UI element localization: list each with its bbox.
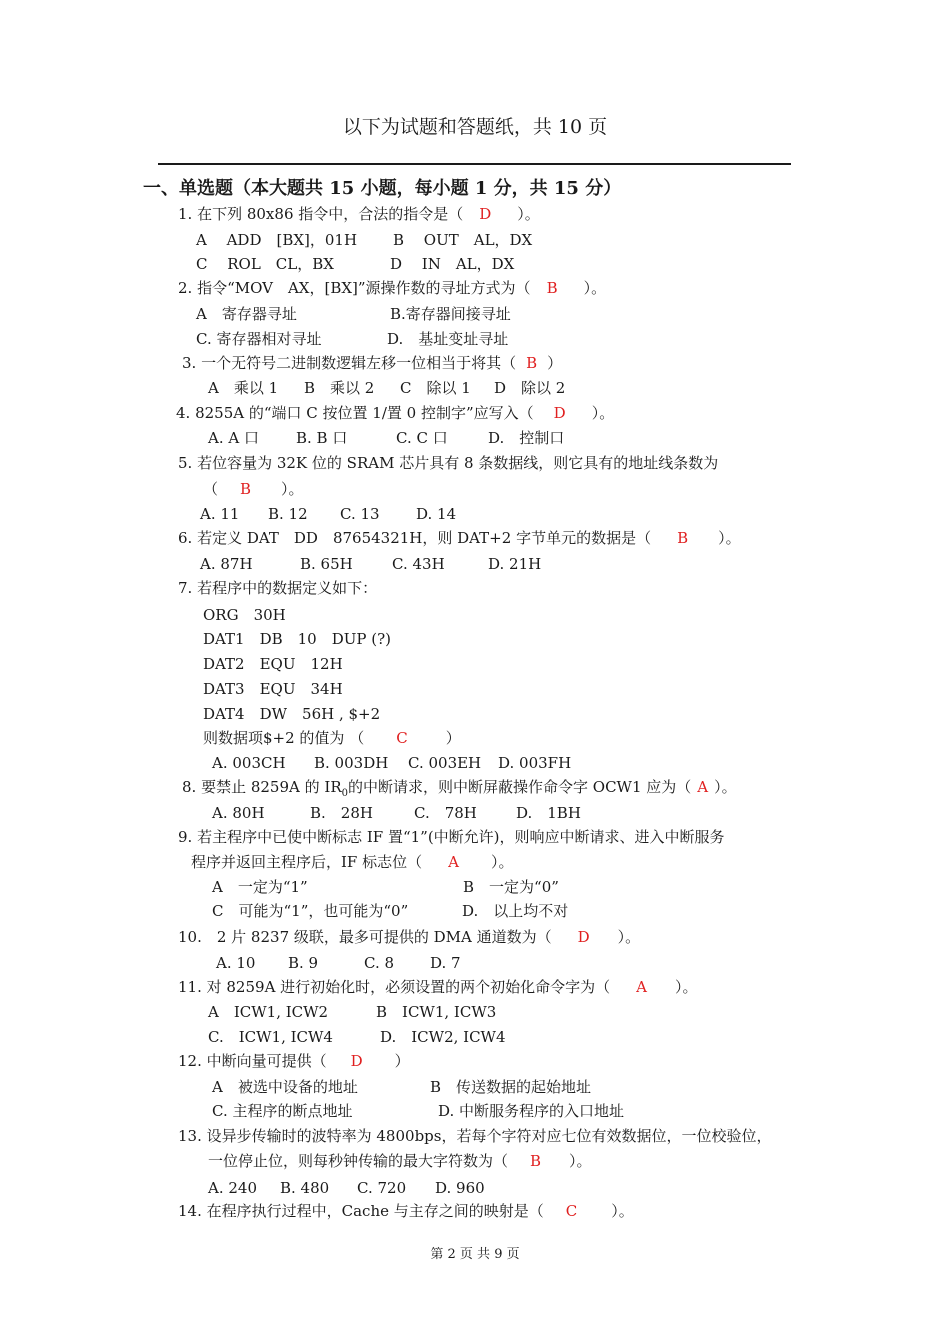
q7-option-a: A. 003CH	[212, 754, 286, 772]
q13-option-c: C. 720	[357, 1179, 407, 1197]
answer-2: B	[546, 279, 558, 297]
question-1-stem: 1. 在下列 80x86 指令中，合法的指令是（ D ）。	[178, 205, 540, 223]
code-line: ORG 30H	[203, 606, 286, 624]
q6-option-b: B. 65H	[300, 555, 353, 573]
question-14-stem: 14. 在程序执行过程中，Cache 与主存之间的映射是（ C ）。	[178, 1202, 634, 1220]
q8-option-d: D. 1BH	[516, 804, 581, 822]
q3-option-b: B 乘以 2	[304, 379, 375, 397]
question-4-stem: 4. 8255A 的“端口 C 按位置 1/置 0 控制字”应写入（ D ）。	[176, 404, 615, 422]
code-line: DAT2 EQU 12H	[203, 655, 343, 673]
q7-option-d: D. 003FH	[498, 754, 572, 772]
q10-option-d: D. 7	[430, 954, 461, 972]
q12-option-c: C. 主程序的断点地址	[212, 1102, 353, 1120]
q4-option-b: B. B 口	[296, 429, 348, 447]
q11-option-c: C. ICW1, ICW4	[208, 1028, 333, 1046]
q5-option-a: A. 11	[200, 505, 240, 523]
answer-10: D	[577, 928, 590, 946]
question-7-stem: 7. 若程序中的数据定义如下：	[178, 579, 378, 597]
q1-option-c: C ROL CL，BX	[196, 255, 334, 273]
q10-option-c: C. 8	[364, 954, 395, 972]
q4-option-d: D. 控制口	[488, 429, 565, 447]
q13-option-d: D. 960	[435, 1179, 485, 1197]
q2-option-b: B.寄存器间接寻址	[390, 305, 511, 323]
q3-option-c: C 除以 1	[400, 379, 471, 397]
question-13-stem-line2: 一位停止位，则每秒钟传输的最大字符数为（ B ）。	[208, 1152, 592, 1170]
page-footer: 第 2 页 共 9 页	[430, 1247, 520, 1262]
q13-option-a: A. 240	[208, 1179, 257, 1197]
q13-option-b: B. 480	[280, 1179, 330, 1197]
q2-option-c: C. 寄存器相对寻址	[196, 330, 322, 348]
q7-option-b: B. 003DH	[314, 754, 389, 772]
code-line: DAT4 DW 56H , $+2	[203, 705, 381, 723]
q8-option-b: B. 28H	[310, 804, 373, 822]
question-8-stem: 8. 要禁止 8259A 的 $IR_0$的中断请求，则中断屏蔽操作命令字 OCW1 应为（ A ）。	[182, 778, 737, 799]
page-title: 以下为试题和答题纸，共 10 页	[342, 116, 608, 138]
q2-option-a: A 寄存器寻址	[196, 305, 297, 323]
q6-option-a: A. 87H	[200, 555, 253, 573]
section-heading: 一、单选题（本大题共 15 小题，每小题 1 分，共 15 分）	[143, 178, 622, 199]
answer-7: C	[396, 729, 408, 747]
question-5-stem-line1: 5. 若位容量为 32K 位的 SRAM 芯片具有 8 条数据线，则它具有的地址线条数为	[178, 454, 719, 472]
q11-option-d: D. ICW2, ICW4	[380, 1028, 506, 1046]
q2-option-d: D. 基址变址寻址	[387, 330, 509, 348]
answer-4: D	[553, 404, 566, 422]
code-line: DAT3 EQU 34H	[203, 680, 343, 698]
answer-9: A	[448, 853, 459, 871]
q1-option-d: D IN AL，DX	[390, 255, 515, 273]
q1-option-a: A ADD [BX]，01H	[196, 231, 358, 249]
answer-11: A	[636, 978, 648, 996]
answer-13: B	[530, 1152, 542, 1170]
question-5-stem-line2: （ B ）。	[203, 480, 304, 498]
q1-option-b: B OUT AL，DX	[393, 231, 533, 249]
q11-option-b: B ICW1, ICW3	[376, 1003, 497, 1021]
q12-option-b: B 传送数据的起始地址	[430, 1078, 592, 1096]
question-11-stem: 11. 对 8259A 进行初始化时，必须设置的两个初始化命令字为（ A ）。	[178, 978, 698, 996]
question-9-stem-line2: 程序并返回主程序后，IF 标志位（ A ）。	[191, 853, 514, 871]
answer-14: C	[565, 1202, 578, 1220]
q10-option-a: A. 10	[216, 954, 256, 972]
answer-12: D	[350, 1052, 363, 1070]
question-12-stem: 12. 中断向量可提供（ D ）	[178, 1052, 410, 1070]
question-2-stem: 2. 指令“MOV AX，[BX]”源操作数的寻址方式为（ B ）。	[178, 279, 607, 297]
q3-option-a: A 乘以 1	[208, 379, 279, 397]
q5-option-d: D. 14	[416, 505, 457, 523]
q9-option-c: C 可能为“1”，也可能为“0”	[212, 902, 409, 920]
question-10-stem: 10. 2 片 8237 级联，最多可提供的 DMA 通道数为（ D ）。	[178, 928, 641, 946]
title-divider	[158, 163, 791, 165]
question-3-stem: 3. 一个无符号二进制数逻辑左移一位相当于将其（ B ）	[182, 354, 563, 372]
q8-option-a: A. 80H	[212, 804, 265, 822]
question-7-subquestion: 则数据项$+2 的值为 （ C ）	[203, 729, 461, 747]
q6-option-d: D. 21H	[488, 555, 542, 573]
q5-option-c: C. 13	[340, 505, 380, 523]
answer-8: A	[697, 778, 709, 796]
question-13-stem-line1: 13. 设异步传输时的波特率为 4800bps，若每个字符对应七位有效数据位，一位校验位，	[178, 1127, 772, 1145]
answer-5: B	[240, 480, 252, 498]
q9-option-a: A 一定为“1”	[212, 878, 308, 896]
q4-option-a: A. A 口	[208, 429, 259, 447]
answer-1: D	[479, 205, 492, 223]
answer-3: B	[526, 354, 538, 372]
q11-option-a: A ICW1, ICW2	[208, 1003, 329, 1021]
q12-option-a: A 被选中设备的地址	[212, 1078, 358, 1096]
q5-option-b: B. 12	[268, 505, 308, 523]
q9-option-b: B 一定为“0”	[463, 878, 559, 896]
q12-option-d: D. 中断服务程序的入口地址	[438, 1102, 625, 1120]
q8-option-c: C. 78H	[414, 804, 477, 822]
code-line: DAT1 DB 10 DUP (?)	[203, 630, 391, 648]
q9-option-d: D. 以上均不对	[462, 902, 569, 920]
q4-option-c: C. C 口	[396, 429, 448, 447]
q6-option-c: C. 43H	[392, 555, 445, 573]
q3-option-d: D 除以 2	[494, 379, 566, 397]
question-9-stem-line1: 9. 若主程序中已使中断标志 IF 置“1”(中断允许)，则响应中断请求、进入中断服务	[178, 828, 725, 846]
q7-option-c: C. 003EH	[408, 754, 482, 772]
q10-option-b: B. 9	[288, 954, 319, 972]
question-6-stem: 6. 若定义 DAT DD 87654321H，则 DAT+2 字节单元的数据是（ B ）。	[178, 529, 741, 547]
answer-6: B	[677, 529, 689, 547]
